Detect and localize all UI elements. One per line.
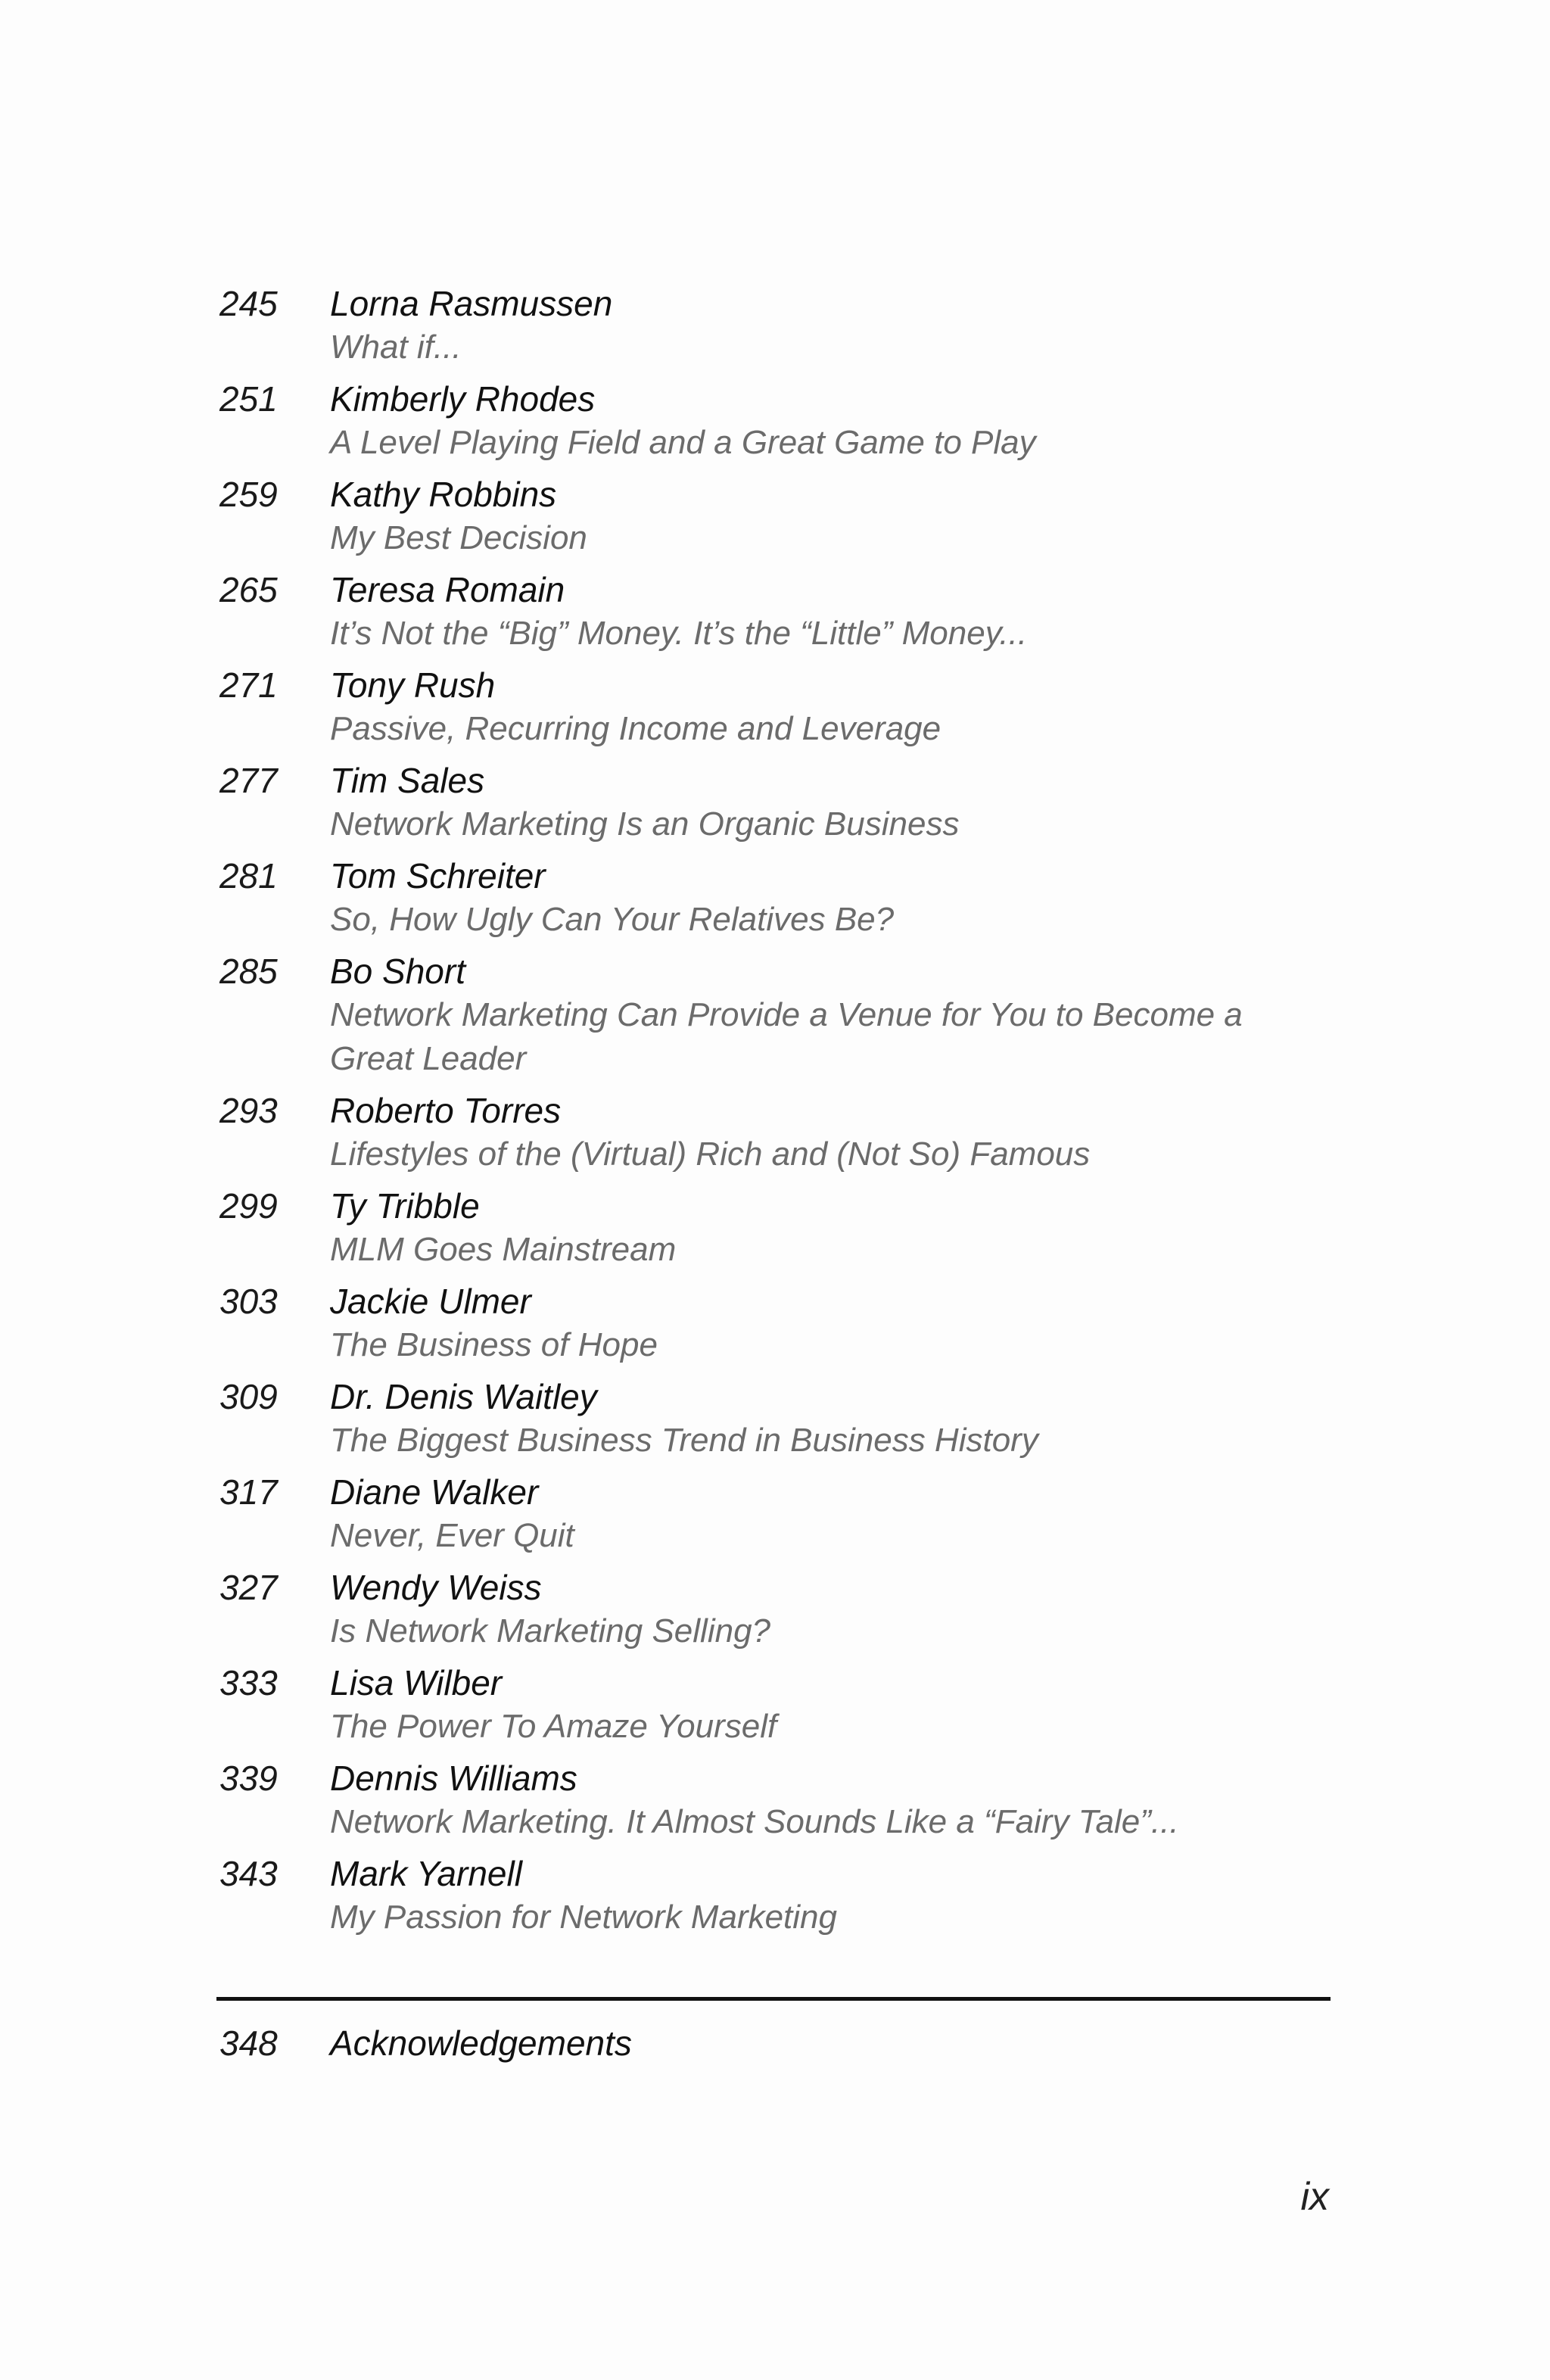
toc-chapter-title: Lifestyles of the (Virtual) Rich and (Not So) Famous [330, 1135, 1091, 1173]
toc-page-number: 348 [219, 2023, 278, 2063]
toc-chapter-title: A Level Playing Field and a Great Game to Play [330, 424, 1036, 461]
toc-chapter-title: It’s Not the “Big” Money. It’s the “Little” Money... [330, 615, 1028, 652]
toc-entry-text [330, 568, 1332, 656]
toc-page-number: 265 [219, 570, 278, 609]
toc-entry [219, 1661, 1332, 1749]
toc-page-number: 251 [219, 379, 278, 419]
toc-entry [219, 1470, 1332, 1558]
toc-entry-text [330, 1565, 1332, 1653]
toc-chapter-title: Network Marketing Can Provide a Venue for You to Become a Great Leader [330, 996, 1243, 1077]
toc-entry [219, 377, 1332, 465]
toc-chapter-title: The Biggest Business Trend in Business History [330, 1422, 1038, 1459]
toc-entry [219, 472, 1332, 560]
toc-entry [219, 663, 1332, 751]
toc-chapter-title: Is Network Marketing Selling? [330, 1612, 771, 1649]
toc-page-number: 343 [219, 1854, 278, 1893]
toc-chapter-title: MLM Goes Mainstream [330, 1231, 677, 1268]
toc-entry [219, 1375, 1332, 1463]
toc-section-label: Acknowledgements [330, 2023, 632, 2063]
toc-author: Lorna Rasmussen [330, 284, 613, 323]
toc-entry-text [330, 282, 1332, 369]
toc-entry [219, 282, 1332, 369]
toc-entry-text [330, 663, 1332, 751]
toc-author: Diane Walker [330, 1472, 539, 1512]
toc-author: Kimberly Rhodes [330, 379, 596, 419]
toc-author: Lisa Wilber [330, 1663, 503, 1702]
toc-entry [219, 854, 1332, 942]
toc-page-number: 245 [219, 284, 278, 323]
section-divider [216, 1997, 1331, 2001]
toc-entry [219, 568, 1332, 656]
toc-entry-text [330, 759, 1332, 846]
toc-entry-text [330, 1756, 1332, 1844]
toc-chapter-title: My Passion for Network Marketing [330, 1899, 837, 1936]
toc-entry [219, 1756, 1332, 1844]
toc-entry [219, 1565, 1332, 1653]
toc-chapter-title: So, How Ugly Can Your Relatives Be? [330, 901, 895, 938]
toc-entry [219, 1184, 1332, 1272]
toc-author: Ty Tribble [330, 1186, 480, 1226]
toc-author: Kathy Robbins [330, 475, 557, 514]
toc-entry [219, 1089, 1332, 1176]
toc-page-number: 293 [219, 1091, 278, 1130]
table-of-contents [219, 282, 1332, 1947]
toc-entry-text [330, 1184, 1332, 1272]
toc-author: Teresa Romain [330, 570, 565, 609]
toc-chapter-title: Network Marketing Is an Organic Business [330, 805, 960, 843]
toc-page-number: 317 [219, 1472, 278, 1512]
toc-chapter-title: My Best Decision [330, 519, 587, 556]
toc-author: Mark Yarnell [330, 1854, 522, 1893]
toc-chapter-title: The Power To Amaze Yourself [330, 1708, 777, 1745]
toc-author: Bo Short [330, 952, 465, 991]
toc-entry [219, 949, 1332, 1081]
toc-chapter-title: Passive, Recurring Income and Leverage [330, 710, 942, 747]
toc-page-number: 299 [219, 1186, 278, 1226]
toc-page-number: 339 [219, 1759, 278, 1798]
toc-page-number: 281 [219, 856, 278, 896]
toc-author: Dennis Williams [330, 1759, 577, 1798]
toc-entry-acknowledgements [219, 2021, 632, 2065]
toc-page-number: 333 [219, 1663, 278, 1702]
toc-entry-text [330, 1375, 1332, 1463]
toc-chapter-title: The Business of Hope [330, 1326, 658, 1363]
toc-entry-text [330, 854, 1332, 942]
toc-author: Jackie Ulmer [330, 1282, 531, 1321]
toc-page-number: 277 [219, 761, 278, 800]
toc-entry-text [330, 949, 1332, 1081]
toc-author: Tom Schreiter [330, 856, 546, 896]
toc-page-number: 271 [219, 665, 278, 705]
toc-author: Dr. Denis Waitley [330, 1377, 597, 1416]
toc-entry-text [330, 1852, 1332, 1939]
toc-author: Roberto Torres [330, 1091, 562, 1130]
toc-page-number: 327 [219, 1568, 278, 1607]
toc-author: Tim Sales [330, 761, 485, 800]
toc-entry [219, 1279, 1332, 1367]
toc-entry-text [330, 472, 1332, 560]
toc-chapter-title: What if... [330, 329, 462, 366]
toc-author: Tony Rush [330, 665, 496, 705]
toc-entry-text [330, 1089, 1332, 1176]
toc-entry-text [330, 1279, 1332, 1367]
toc-page-number: 309 [219, 1377, 278, 1416]
page-folio: ix [1300, 2175, 1329, 2219]
toc-entry [219, 759, 1332, 846]
toc-page-number: 285 [219, 952, 278, 991]
toc-chapter-title: Network Marketing. It Almost Sounds Like a “Fairy Tale”... [330, 1803, 1179, 1840]
toc-entry-text [330, 1661, 1332, 1749]
toc-page-number: 303 [219, 1282, 278, 1321]
toc-entry [219, 1852, 1332, 1939]
toc-chapter-title: Never, Ever Quit [330, 1517, 574, 1554]
toc-entry-text [330, 1470, 1332, 1558]
toc-entry-text [330, 377, 1332, 465]
toc-page-number: 259 [219, 475, 278, 514]
toc-author: Wendy Weiss [330, 1568, 542, 1607]
